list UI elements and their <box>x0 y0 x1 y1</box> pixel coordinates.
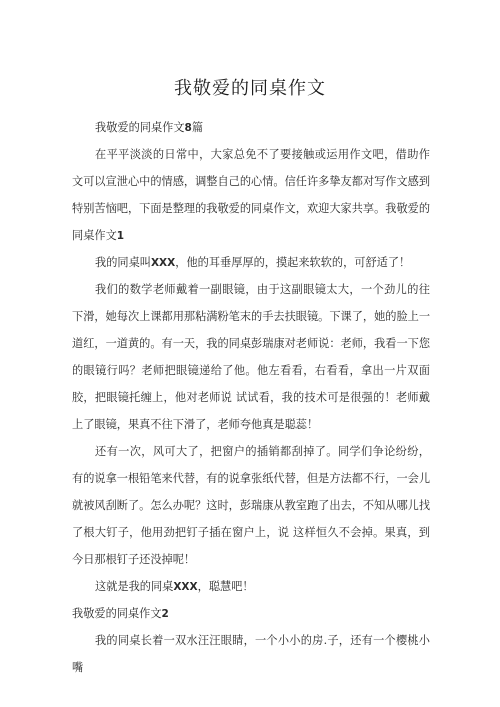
paragraph-1 <box>72 249 430 277</box>
paragraph-4 <box>72 573 430 601</box>
paragraph-5: 我的同桌长着一双水汪汪眼睛，一个小小的房.子，还有一个樱桃小嘴 <box>72 634 430 674</box>
section-heading-2 <box>72 600 430 628</box>
subtitle <box>72 114 430 142</box>
p4-text-b: ，聪慧吧！ <box>197 580 254 593</box>
subtitle-suffix: 篇 <box>191 121 204 134</box>
p1-text-b: ，他的耳垂厚厚的，摸起来软软的，可舒适了！ <box>175 256 411 269</box>
p1-name: XXX <box>150 257 176 269</box>
intro-number: 1 <box>116 230 125 242</box>
paragraph-2: 我们的数学老师戴着一副眼镜，由于这副眼镜太大，一个劲儿的往下滑，她每次上课都用那粘满粉笔末的手去扶眼镜。下课了，她的脸上一道红，一道黄的。有一天，我的同桌彭瑞康对老师说：老师，我看一下您的眼镜行吗？老师把眼镜递给了他。他左看看，右看看，拿出一片双面胶，把眼镜托缠上，他对老师说 试试看，我的技术可是很强的！老师戴上了眼镜，果真不往下滑了，老师夸他真是聪蕊！ <box>72 283 431 431</box>
p4-name: XXX <box>173 581 198 593</box>
page-title: 我敬爱的同桌作文 <box>174 78 326 99</box>
paragraph-3: 还有一次，风可大了，把窗户的插销都刮掉了。同学们争论纷纷，有的说拿一根铅笔来代替，有的说拿张纸代替，但是方法都不行，一会儿就被风刮断了。怎么办呢？这时，彭瑞康从教室跑了出去，不知从哪儿找了根大钉子，他用劲把钉子插在窗户上，说 这样恒久不会掉。果真，到今日那根钉子还没掉呢！ <box>72 445 431 566</box>
intro-text: 在平平淡淡的日常中，大家总免不了要接触或运用作文吧，借助作文可以宣泄心中的情感，调整自己的心情。信任许多挚友都对写作文感到特别苦恼吧，下面是整理的我敬爱的同桌作文，欢迎大家共享。我敬爱的同桌作文 <box>72 148 431 242</box>
subtitle-text: 我敬爱的同桌作文 <box>95 121 185 134</box>
heading-2-number: 2 <box>161 608 169 620</box>
heading-2-text: 我敬爱的同桌作文 <box>72 607 162 620</box>
subtitle-number: 8 <box>184 122 192 134</box>
p4-text-a: 这就是我的同桌 <box>95 580 174 593</box>
intro-paragraph <box>72 141 430 250</box>
p1-text-a: 我的同桌叫 <box>95 256 151 269</box>
